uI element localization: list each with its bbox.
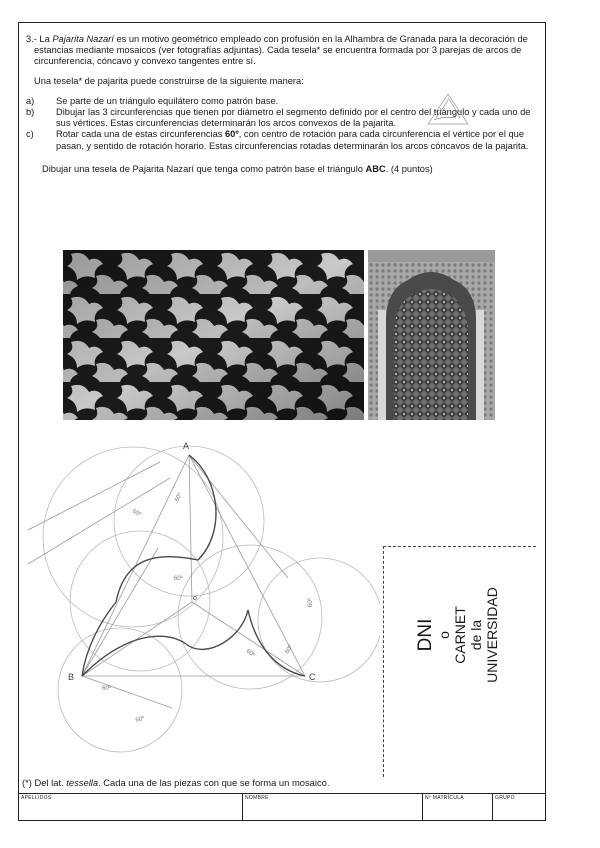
angle-mark-3: 60º: [174, 576, 183, 582]
angle-mark-7: 60º: [284, 644, 295, 655]
angle-mark-6: 60º: [244, 648, 256, 659]
aux-line-4: [82, 676, 172, 708]
construction-intro: Una tesela* de pajarita puede construirse de la siguiente manera:: [34, 75, 304, 86]
student-info-footer: [18, 794, 546, 821]
vertex-label-a: A: [183, 441, 190, 451]
step-a: a) Se parte de un triángulo equilátero como patrón base.: [26, 95, 279, 106]
mosaic-photo: [63, 250, 364, 420]
angle-mark-4: 60º: [102, 686, 111, 692]
grupo-field[interactable]: GRUPO: [495, 795, 515, 801]
vertex-label-b: B: [68, 672, 75, 682]
task-statement: Dibujar una tesela de Pajarita Nazarí que tenga como patrón base el triángulo ABC. (4 puntos): [42, 163, 433, 174]
circle-b: [70, 531, 210, 671]
step-b: b) Dibujar las 3 circunferencias que tienen por diámetro el segmento definido por el centro del triángulo y cada uno de sus vértices. Estas circunferencias determinarán los arcos convexos de la pajarita.: [26, 107, 531, 129]
circle-c-rotated: [258, 558, 380, 682]
pajarita-arc-6: [248, 610, 305, 676]
construction-drawing: [20, 432, 380, 777]
pajarita-arc-4: [82, 636, 186, 676]
nombre-field[interactable]: NOMBRE: [243, 794, 423, 820]
alhambra-arch-photo: [368, 250, 495, 420]
center-label: o: [193, 595, 197, 602]
pajarita-arc-1: [189, 455, 216, 560]
angle-mark-5: 60º: [134, 715, 146, 724]
angle-mark-1: 60º: [174, 492, 184, 503]
vertex-label-c: C: [309, 672, 316, 682]
angle-mark-8: 60º: [308, 598, 314, 607]
pajarita-arc-2: [116, 557, 198, 602]
step-c: c) Rotar cada una de estas circunferencias 60º, con centro de rotación para cada circunferencia el vértice por el que pasan, y sentido de rotación horario. Estas circunferencias rotadas determinarán los arcos cóncavos de la pajarita.: [26, 129, 529, 151]
aux-line-1: [189, 455, 288, 578]
aux-line-2: [82, 548, 158, 676]
matricula-field[interactable]: Nº MATRÍCULA: [423, 794, 493, 820]
footnote: (*) Del lat. tessella. Cada una de las piezas con que se forma un mosaico.: [22, 777, 330, 788]
apellidos-field[interactable]: APELLIDOS: [19, 794, 243, 820]
problem-intro: 3.- La Pajarita Nazarí es un motivo geométrico empleado con profusión en la Alhambra de Granada para la decoración de estancias mediante mosaicos (ver fotografías adjuntas). Cada tesela* se encuentra formada por 3 parejas de arcos de circunferencia, cóncavo y convexo tangentes entre sí.: [26, 34, 528, 67]
aux-line-3: [28, 478, 170, 564]
median-a: [189, 455, 192, 602]
angle-mark-2: 60º: [131, 508, 142, 519]
triangle-abc: [82, 455, 305, 676]
pajarita-thumbnail-icon: [426, 92, 470, 126]
